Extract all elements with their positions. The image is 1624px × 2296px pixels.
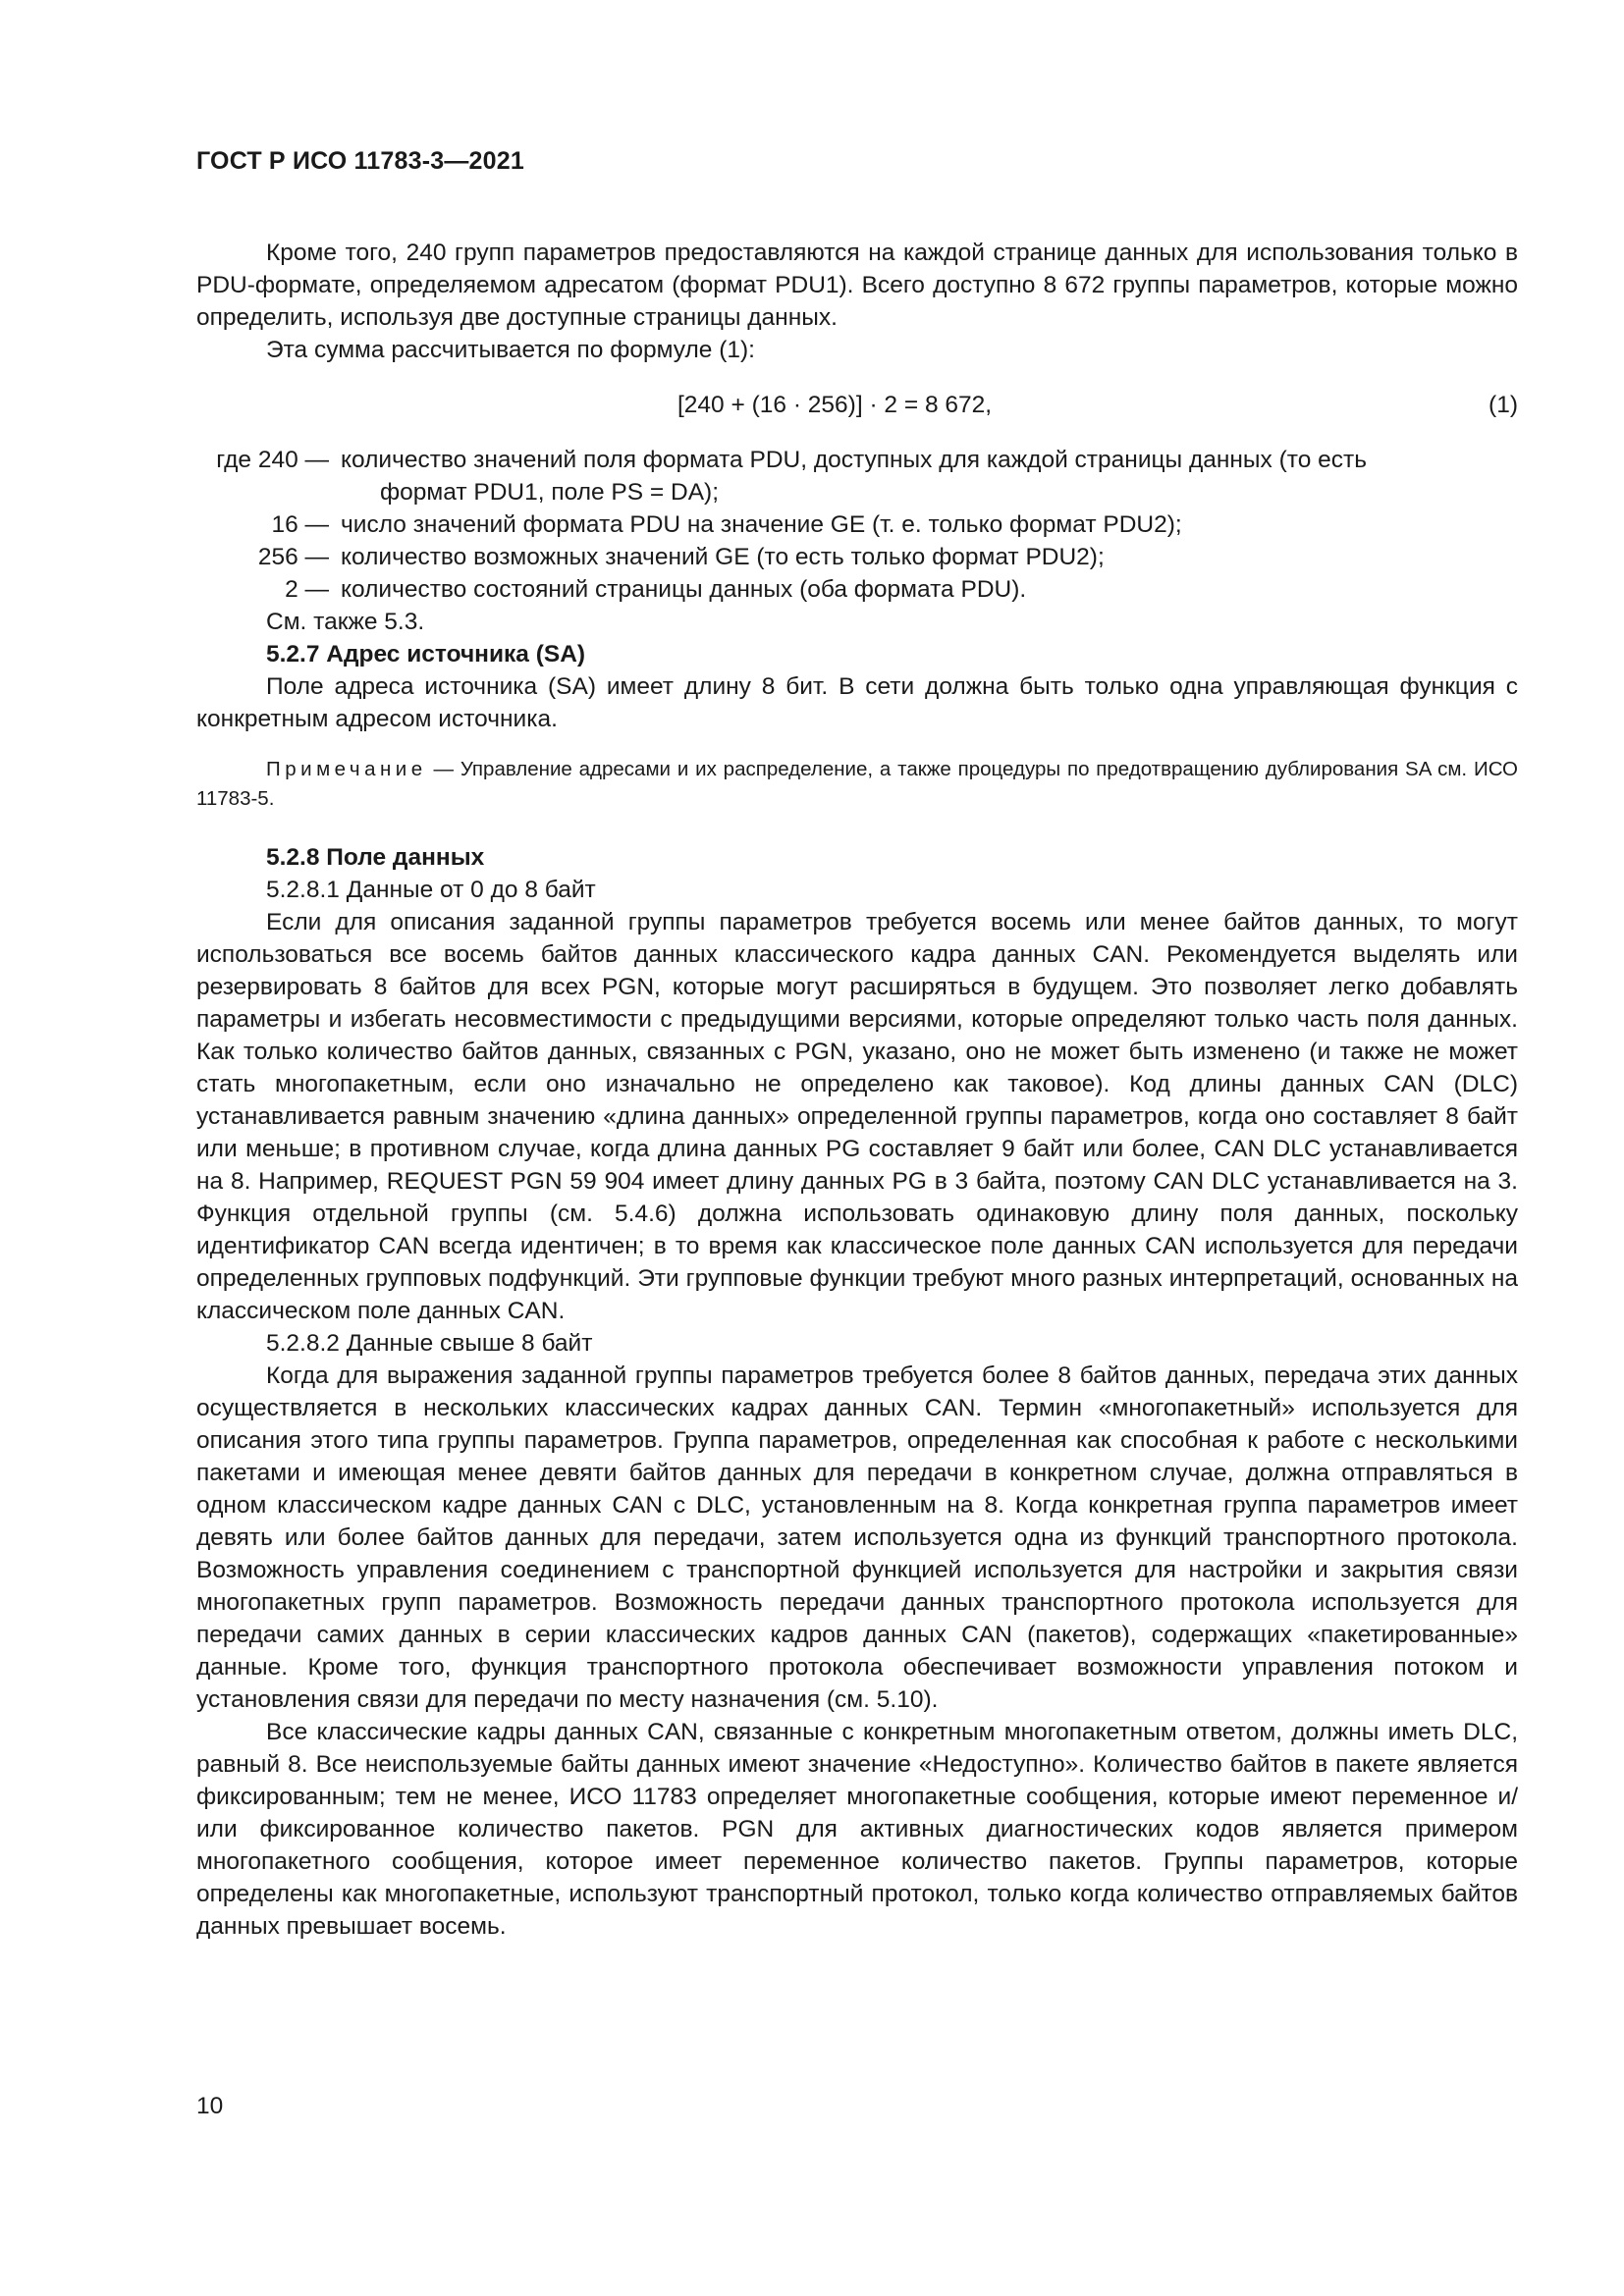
subsection-heading: 5.2.8.1 Данные от 0 до 8 байт — [266, 877, 596, 903]
definition-text: количество состояний страницы данных (оба формата PDU). — [341, 576, 1027, 603]
definition-item — [196, 508, 1518, 541]
definition-text: количество возможных значений GE (то есть только формат PDU2); — [341, 544, 1105, 570]
see-also: См. также 5.3. — [266, 609, 425, 635]
formula-expression: [240 + (16 · 256)] · 2 = 8 672, — [677, 392, 993, 418]
subsection-heading: 5.2.8.2 Данные свыше 8 байт — [266, 1330, 593, 1357]
definition-item — [196, 541, 1518, 573]
page-number: 10 — [196, 2093, 224, 2119]
note-text: — Управление адресами и их распределение, а также процедуры по предотвращению дублирования SA см. ИСО 11783-5. — [196, 758, 1518, 810]
definition-key: 256 — — [257, 544, 329, 570]
definition-key: где 240 — — [216, 447, 329, 473]
formula-number: (1) — [1489, 392, 1518, 418]
definition-key: 2 — — [285, 576, 329, 603]
definition-item — [196, 573, 1518, 606]
paragraph: Кроме того, 240 групп параметров предоставляются на каждой странице данных для использования только в PDU-формате, определяемом адресатом (формат PDU1). Всего доступно 8 672 группы параметров, которые можно определить, используя две доступные страницы данных. — [196, 240, 1518, 331]
document-header: ГОСТ Р ИСО 11783-3—2021 — [196, 147, 524, 175]
definition-key: 16 — — [271, 511, 329, 538]
definition-text: количество значений поля формата PDU, доступных для каждой страницы данных (то есть — [341, 447, 1367, 473]
definition-item — [196, 444, 1518, 508]
definitions-list — [196, 444, 1518, 606]
formula — [196, 389, 1518, 421]
note — [196, 755, 1518, 814]
paragraph: Эта сумма рассчитывается по формуле (1): — [266, 337, 755, 363]
paragraph: Поле адреса источника (SA) имеет длину 8 бит. В сети должна быть только одна управляющая функция с конкретным адресом источника. — [196, 673, 1518, 732]
section-heading-5-2-8: 5.2.8 Поле данных — [266, 844, 485, 871]
document-page — [196, 147, 1518, 1943]
definition-continuation: формат PDU1, поле PS = DA); — [380, 479, 720, 506]
paragraph: Все классические кадры данных CAN, связанные с конкретным многопакетным ответом, должны иметь DLC, равный 8. Все неиспользуемые байты данных имеют значение «Недоступно». Количество байтов в пакете является фиксированным; тем не менее, ИСО 11783 определяет многопакетные сообщения, которые имеют переменное и/или фиксированное количество пакетов. PGN для активных диагностических кодов является примером многопакетного сообщения, которое имеет переменное количество пакетов. Группы параметров, которые определены как многопакетные, используют транспортный протокол, только когда количество отправляемых байтов данных превышает восемь. — [196, 1719, 1518, 1940]
paragraph: Когда для выражения заданной группы параметров требуется более 8 байтов данных, передача этих данных осуществляется в нескольких классических кадрах данных CAN. Термин «многопакетный» используется для описания этого типа группы параметров. Группа параметров, определенная как способная к работе с несколькими пакетами и имеющая менее девяти байтов данных для передачи в конкретном случае, должна отправляться в одном классическом кадре данных CAN с DLC, установленным на 8. Когда конкретная группа параметров имеет девять или более байтов данных для передачи, затем используется одна из функций транспортного протокола. Возможность управления соединением с транспортной функцией используется для настройки и закрытия связи многопакетных групп параметров. Возможность передачи данных транспортного протокола используется для передачи самих данных в серии классических кадров данных CAN (пакетов), содержащих «пакетированные» данные. Кроме того, функция транспортного протокола обеспечивает возможности управления потоком и установления связи для передачи по месту назначения (см. 5.10). — [196, 1362, 1518, 1713]
section-heading-5-2-7: 5.2.7 Адрес источника (SA) — [266, 641, 586, 667]
note-label: Примечание — [266, 758, 427, 780]
paragraph: Если для описания заданной группы параметров требуется восемь или менее байтов данных, то могут использоваться все восемь байтов данных классического кадра данных CAN. Рекомендуется выделять или резервировать 8 байтов для всех PGN, которые могут расширяться в будущем. Это позволяет легко добавлять параметры и избегать несовместимости с предыдущими версиями, которые определяют только часть поля данных. Как только количество байтов данных, связанных с PGN, указано, оно не может быть изменено (и также не может стать многопакетным, если оно изначально не определено как таковое). Код длины данных CAN (DLC) устанавливается равным значению «длина данных» определенной группы параметров, когда оно составляет 8 байт или меньше; в противном случае, когда длина данных PG составляет 9 байт или более, CAN DLC устанавливается на 8. Например, REQUEST PGN 59 904 имеет длину данных PG в 3 байта, поэтому CAN DLC устанавливается на 3. Функция отдельной группы (см. 5.4.6) должна использовать одинаковую длину поля данных, поскольку идентификатор CAN всегда идентичен; в то время как классическое поле данных CAN используется для передачи определенных групповых подфункций. Эти групповые функции требуют много разных интерпретаций, основанных на классическом поле данных CAN. — [196, 909, 1518, 1324]
definition-text: число значений формата PDU на значение GE (т. е. только формат PDU2); — [341, 511, 1182, 538]
